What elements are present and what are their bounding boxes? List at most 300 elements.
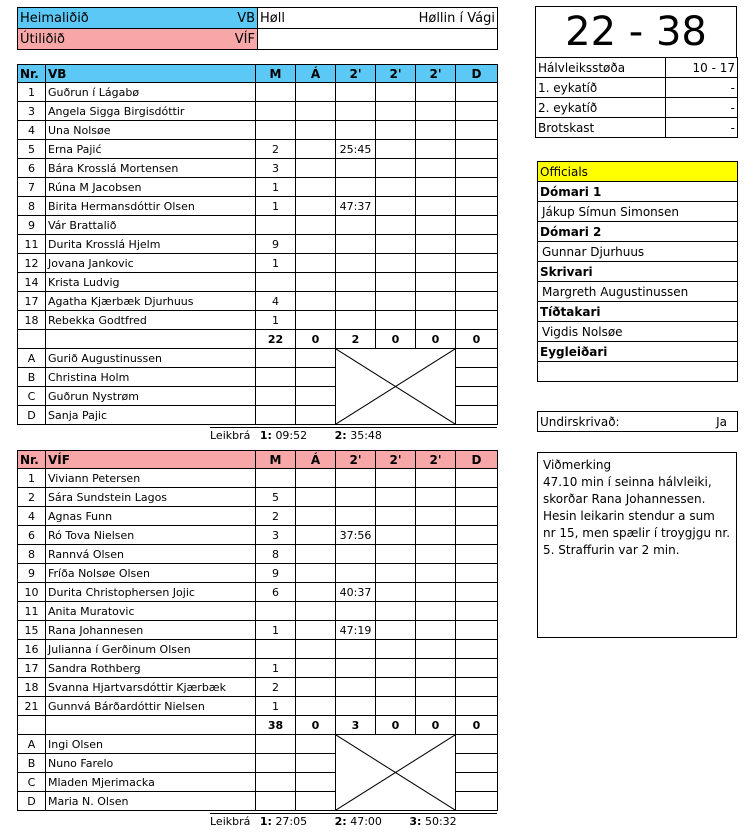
player-stat-d	[456, 254, 498, 273]
player-name: Sára Sundstein Lagos	[46, 488, 256, 507]
col-header: M	[256, 451, 296, 469]
player-number: 1	[18, 469, 46, 488]
player-row	[18, 697, 498, 716]
official-name: Guðrun Nystrøm	[46, 387, 256, 406]
away-timeout-label: Leikbrá	[210, 815, 251, 828]
player-stat-t2	[376, 273, 416, 292]
player-row	[18, 564, 498, 583]
player-stat-t1	[336, 83, 376, 102]
player-stat-t1	[336, 102, 376, 121]
player-name: Viviann Petersen	[46, 469, 256, 488]
player-stat-d	[456, 140, 498, 159]
player-stat-t2	[376, 526, 416, 545]
player-stat-t2	[376, 697, 416, 716]
player-number: 6	[18, 526, 46, 545]
player-stat-d	[456, 292, 498, 311]
official-name: Ingi Olsen	[46, 735, 256, 754]
player-stat-t3	[416, 678, 456, 697]
player-number: 9	[18, 216, 46, 235]
col-header: 2'	[336, 65, 376, 83]
col-header: 2'	[376, 65, 416, 83]
team-name-header: VB	[46, 65, 256, 83]
official-cell	[256, 754, 296, 773]
official-name: Gurið Augustinussen	[46, 349, 256, 368]
player-stat-m	[256, 216, 296, 235]
signed-box	[537, 411, 738, 432]
total-t3: 0	[416, 716, 456, 735]
player-stat-d	[456, 678, 498, 697]
score-detail-row	[536, 98, 738, 118]
home-code: VB	[237, 10, 255, 26]
player-stat-t2	[376, 640, 416, 659]
player-name: Fríða Nolsøe Olsen	[46, 564, 256, 583]
player-stat-m: 1	[256, 659, 296, 678]
official-code: A	[18, 349, 46, 368]
player-stat-t2	[376, 678, 416, 697]
score-detail-value: -	[666, 118, 738, 138]
player-stat-a	[296, 545, 336, 564]
player-stat-m: 1	[256, 178, 296, 197]
official-cell	[296, 735, 336, 754]
official-cell	[256, 387, 296, 406]
player-stat-m: 5	[256, 488, 296, 507]
venue-name: Høllin í Vági	[418, 10, 495, 26]
player-stat-t1	[336, 564, 376, 583]
player-stat-t2	[376, 564, 416, 583]
home-timeouts	[210, 427, 497, 442]
official-cell	[296, 406, 336, 425]
player-stat-t3	[416, 273, 456, 292]
team-header-row	[18, 451, 498, 469]
total-a: 0	[296, 716, 336, 735]
official-role-row	[538, 342, 738, 362]
player-stat-t1	[336, 678, 376, 697]
official-cell	[256, 368, 296, 387]
player-row	[18, 216, 498, 235]
player-stat-d	[456, 159, 498, 178]
remark-box	[537, 452, 737, 638]
score-detail-label: Brotskast	[536, 118, 666, 138]
col-header: Á	[296, 451, 336, 469]
player-stat-m	[256, 602, 296, 621]
player-stat-a	[296, 235, 336, 254]
away-team-table	[17, 450, 498, 811]
player-number: 8	[18, 545, 46, 564]
player-name: Rebekka Godtfred	[46, 311, 256, 330]
player-row	[18, 469, 498, 488]
player-name: Erna Pajić	[46, 140, 256, 159]
player-stat-t3	[416, 83, 456, 102]
player-row	[18, 507, 498, 526]
official-person: Gunnar Djurhuus	[538, 242, 738, 262]
player-number: 18	[18, 678, 46, 697]
away-timeout-3-label: 3:	[409, 815, 422, 828]
player-stat-t2	[376, 159, 416, 178]
player-row	[18, 273, 498, 292]
player-stat-t1	[336, 640, 376, 659]
score-detail-row	[536, 58, 738, 78]
official-cell	[456, 406, 498, 425]
score-separator: -	[628, 9, 644, 55]
player-row	[18, 292, 498, 311]
official-code: B	[18, 368, 46, 387]
player-stat-t2	[376, 121, 416, 140]
player-name: Sandra Rothberg	[46, 659, 256, 678]
player-stat-m	[256, 121, 296, 140]
player-stat-t2	[376, 583, 416, 602]
player-stat-d	[456, 488, 498, 507]
player-stat-a	[296, 121, 336, 140]
home-timeout-2-label: 2:	[334, 429, 347, 442]
player-stat-d	[456, 507, 498, 526]
official-person	[538, 362, 738, 382]
player-stat-a	[296, 140, 336, 159]
totals-spacer	[18, 716, 46, 735]
player-name: Durita Krosslá Hjelm	[46, 235, 256, 254]
total-t3: 0	[416, 330, 456, 349]
player-stat-d	[456, 621, 498, 640]
player-stat-a	[296, 216, 336, 235]
player-stat-a	[296, 102, 336, 121]
col-header: 2'	[416, 65, 456, 83]
player-number: 4	[18, 121, 46, 140]
player-stat-d	[456, 121, 498, 140]
player-stat-d	[456, 526, 498, 545]
player-stat-t1	[336, 292, 376, 311]
player-stat-m: 6	[256, 583, 296, 602]
home-team-table	[17, 64, 498, 425]
player-row	[18, 235, 498, 254]
official-cell	[296, 754, 336, 773]
player-stat-t1	[336, 488, 376, 507]
total-d: 0	[456, 330, 498, 349]
official-code: D	[18, 406, 46, 425]
player-number: 17	[18, 292, 46, 311]
player-stat-t3	[416, 254, 456, 273]
remark-text: 47.10 min í seinna hálvleiki, skorðar Rana Johannessen. Hesin leikarin stendur a sum nr 15, men spælir í troygjgu nr. 5. Straffurin var 2 min.	[543, 475, 731, 557]
player-stat-t3	[416, 507, 456, 526]
player-name: Una Nolsøe	[46, 121, 256, 140]
team-official-row	[18, 735, 498, 754]
score-detail-value: 10 - 17	[666, 58, 738, 78]
player-stat-d	[456, 640, 498, 659]
official-cell	[456, 368, 498, 387]
player-number: 5	[18, 140, 46, 159]
score-detail-label: 2. eykatíð	[536, 98, 666, 118]
player-stat-a	[296, 602, 336, 621]
player-stat-m	[256, 469, 296, 488]
player-stat-d	[456, 602, 498, 621]
total-t2: 0	[376, 330, 416, 349]
official-cell	[456, 735, 498, 754]
signed-value: Ja	[716, 414, 727, 429]
score-detail-value: -	[666, 78, 738, 98]
official-role-row	[538, 302, 738, 322]
player-name: Angela Sigga Birgisdóttir	[46, 102, 256, 121]
player-stat-m: 9	[256, 564, 296, 583]
player-number: 8	[18, 197, 46, 216]
player-number: 3	[18, 102, 46, 121]
player-stat-t3	[416, 526, 456, 545]
player-stat-t2	[376, 507, 416, 526]
player-name: Gunnvá Bárðardóttir Nielsen	[46, 697, 256, 716]
player-stat-m: 3	[256, 526, 296, 545]
player-stat-t3	[416, 159, 456, 178]
player-name: Birita Hermansdóttir Olsen	[46, 197, 256, 216]
player-stat-m: 1	[256, 311, 296, 330]
player-stat-t2	[376, 311, 416, 330]
official-cell	[256, 735, 296, 754]
player-stat-t3	[416, 621, 456, 640]
player-stat-m	[256, 83, 296, 102]
official-role: Dómari 1	[538, 182, 738, 202]
player-stat-t3	[416, 102, 456, 121]
player-stat-t3	[416, 640, 456, 659]
official-name: Nuno Farelo	[46, 754, 256, 773]
player-number: 11	[18, 235, 46, 254]
player-name: Julianna í Gerðinum Olsen	[46, 640, 256, 659]
player-stat-t2	[376, 292, 416, 311]
official-cell	[256, 792, 296, 811]
player-stat-a	[296, 488, 336, 507]
official-cell	[256, 406, 296, 425]
player-row	[18, 102, 498, 121]
official-cell	[456, 754, 498, 773]
col-header: D	[456, 451, 498, 469]
score-detail-row	[536, 78, 738, 98]
home-timeout-1-label: 1:	[259, 429, 272, 442]
player-stat-a	[296, 678, 336, 697]
officials-panel	[537, 161, 738, 382]
player-stat-d	[456, 564, 498, 583]
player-stat-t3	[416, 121, 456, 140]
score-detail-value: -	[666, 98, 738, 118]
player-number: 12	[18, 254, 46, 273]
player-stat-t2	[376, 197, 416, 216]
official-role-row	[538, 262, 738, 282]
player-stat-d	[456, 583, 498, 602]
player-stat-t1	[336, 273, 376, 292]
official-name: Maria N. Olsen	[46, 792, 256, 811]
player-stat-t3	[416, 659, 456, 678]
player-row	[18, 311, 498, 330]
col-header: 2'	[376, 451, 416, 469]
player-number: 21	[18, 697, 46, 716]
player-stat-t3	[416, 216, 456, 235]
player-stat-t1	[336, 216, 376, 235]
away-code: VÍF	[234, 31, 255, 47]
player-stat-t1	[336, 311, 376, 330]
player-stat-t3	[416, 564, 456, 583]
header-empty-cell	[258, 29, 498, 50]
player-stat-t1	[336, 469, 376, 488]
away-timeout-2: 47:00	[350, 815, 382, 828]
player-row	[18, 678, 498, 697]
player-stat-m	[256, 273, 296, 292]
official-role: Eygleiðari	[538, 342, 738, 362]
official-name-row	[538, 322, 738, 342]
player-name: Krista Ludvig	[46, 273, 256, 292]
official-name-row	[538, 242, 738, 262]
player-stat-t3	[416, 602, 456, 621]
player-stat-a	[296, 640, 336, 659]
player-name: Guðrun í Lágabø	[46, 83, 256, 102]
col-header: M	[256, 65, 296, 83]
col-header-nr: Nr.	[18, 451, 46, 469]
player-number: 6	[18, 159, 46, 178]
player-row	[18, 602, 498, 621]
player-stat-a	[296, 659, 336, 678]
total-m: 22	[256, 330, 296, 349]
player-stat-a	[296, 621, 336, 640]
player-stat-t1: 25:45	[336, 140, 376, 159]
player-stat-t2	[376, 102, 416, 121]
player-stat-a	[296, 292, 336, 311]
player-stat-a	[296, 526, 336, 545]
player-stat-t3	[416, 545, 456, 564]
player-stat-a	[296, 273, 336, 292]
col-header: 2'	[416, 451, 456, 469]
player-stat-t1	[336, 254, 376, 273]
player-stat-t2	[376, 216, 416, 235]
away-timeout-2-label: 2:	[334, 815, 347, 828]
player-number: 10	[18, 583, 46, 602]
total-t1: 3	[336, 716, 376, 735]
away-timeouts	[210, 813, 497, 828]
official-cell	[296, 349, 336, 368]
official-code: C	[18, 773, 46, 792]
official-role: Tíðtakari	[538, 302, 738, 322]
player-stat-t1	[336, 159, 376, 178]
home-timeout-label: Leikbrá	[210, 429, 251, 442]
total-t2: 0	[376, 716, 416, 735]
totals-spacer	[46, 716, 256, 735]
player-stat-t1: 37:56	[336, 526, 376, 545]
player-row	[18, 83, 498, 102]
away-timeout-1: 27:05	[275, 815, 308, 828]
venue-cell	[258, 8, 498, 29]
score-detail-label: 1. eykatíð	[536, 78, 666, 98]
player-name: Svanna Hjartvarsdóttir Kjærbæk	[46, 678, 256, 697]
official-cell	[456, 349, 498, 368]
player-row	[18, 254, 498, 273]
player-name: Rúna M Jacobsen	[46, 178, 256, 197]
official-cell	[296, 792, 336, 811]
player-stat-t3	[416, 292, 456, 311]
player-name: Vár Brattalið	[46, 216, 256, 235]
totals-row	[18, 330, 498, 349]
player-row	[18, 197, 498, 216]
player-stat-m: 8	[256, 545, 296, 564]
official-name-row	[538, 362, 738, 382]
player-name: Rannvá Olsen	[46, 545, 256, 564]
player-number: 16	[18, 640, 46, 659]
player-row	[18, 621, 498, 640]
officials-title-row	[538, 162, 738, 182]
official-cell	[456, 792, 498, 811]
player-stat-t3	[416, 583, 456, 602]
away-team-cell	[18, 29, 258, 50]
score-detail-label: Hálvleiksstøða	[536, 58, 666, 78]
team-name-header: VÍF	[46, 451, 256, 469]
player-number: 7	[18, 178, 46, 197]
player-number: 18	[18, 311, 46, 330]
player-stat-t2	[376, 83, 416, 102]
official-person: Jákup Símun Simonsen	[538, 202, 738, 222]
player-stat-a	[296, 311, 336, 330]
player-stat-d	[456, 216, 498, 235]
player-stat-t3	[416, 197, 456, 216]
player-row	[18, 121, 498, 140]
player-name: Agatha Kjærbæk Djurhuus	[46, 292, 256, 311]
player-stat-m	[256, 640, 296, 659]
player-number: 2	[18, 488, 46, 507]
total-m: 38	[256, 716, 296, 735]
player-number: 4	[18, 507, 46, 526]
official-person: Vigdis Nolsøe	[538, 322, 738, 342]
player-stat-t1: 40:37	[336, 583, 376, 602]
total-a: 0	[296, 330, 336, 349]
player-stat-t2	[376, 602, 416, 621]
player-name: Durita Christophersen Jojic	[46, 583, 256, 602]
player-stat-t2	[376, 469, 416, 488]
home-timeout-2: 35:48	[350, 429, 382, 442]
player-stat-t1	[336, 602, 376, 621]
player-row	[18, 526, 498, 545]
crossed-out-box	[336, 349, 456, 425]
player-stat-d	[456, 235, 498, 254]
venue-short: Høll	[260, 10, 285, 26]
player-stat-t3	[416, 178, 456, 197]
official-cell	[456, 387, 498, 406]
player-stat-d	[456, 545, 498, 564]
match-header	[17, 7, 498, 50]
player-row	[18, 159, 498, 178]
player-name: Ró Tova Nielsen	[46, 526, 256, 545]
player-stat-m: 1	[256, 197, 296, 216]
player-stat-a	[296, 178, 336, 197]
player-number: 1	[18, 83, 46, 102]
totals-row	[18, 716, 498, 735]
official-code: B	[18, 754, 46, 773]
player-stat-m: 9	[256, 235, 296, 254]
player-stat-t2	[376, 140, 416, 159]
col-header: D	[456, 65, 498, 83]
player-stat-a	[296, 507, 336, 526]
official-role-row	[538, 222, 738, 242]
official-role: Dómari 2	[538, 222, 738, 242]
crossed-out-box	[336, 735, 456, 811]
player-row	[18, 140, 498, 159]
player-stat-d	[456, 197, 498, 216]
col-header: 2'	[336, 451, 376, 469]
player-stat-a	[296, 197, 336, 216]
player-row	[18, 583, 498, 602]
away-score: 38	[655, 9, 707, 55]
official-cell	[256, 773, 296, 792]
player-stat-a	[296, 583, 336, 602]
player-stat-t2	[376, 659, 416, 678]
player-stat-t2	[376, 178, 416, 197]
player-number: 11	[18, 602, 46, 621]
player-number: 9	[18, 564, 46, 583]
player-stat-a	[296, 254, 336, 273]
home-score: 22	[565, 9, 617, 55]
official-cell	[296, 387, 336, 406]
official-role-row	[538, 182, 738, 202]
player-stat-d	[456, 659, 498, 678]
player-stat-m: 1	[256, 621, 296, 640]
